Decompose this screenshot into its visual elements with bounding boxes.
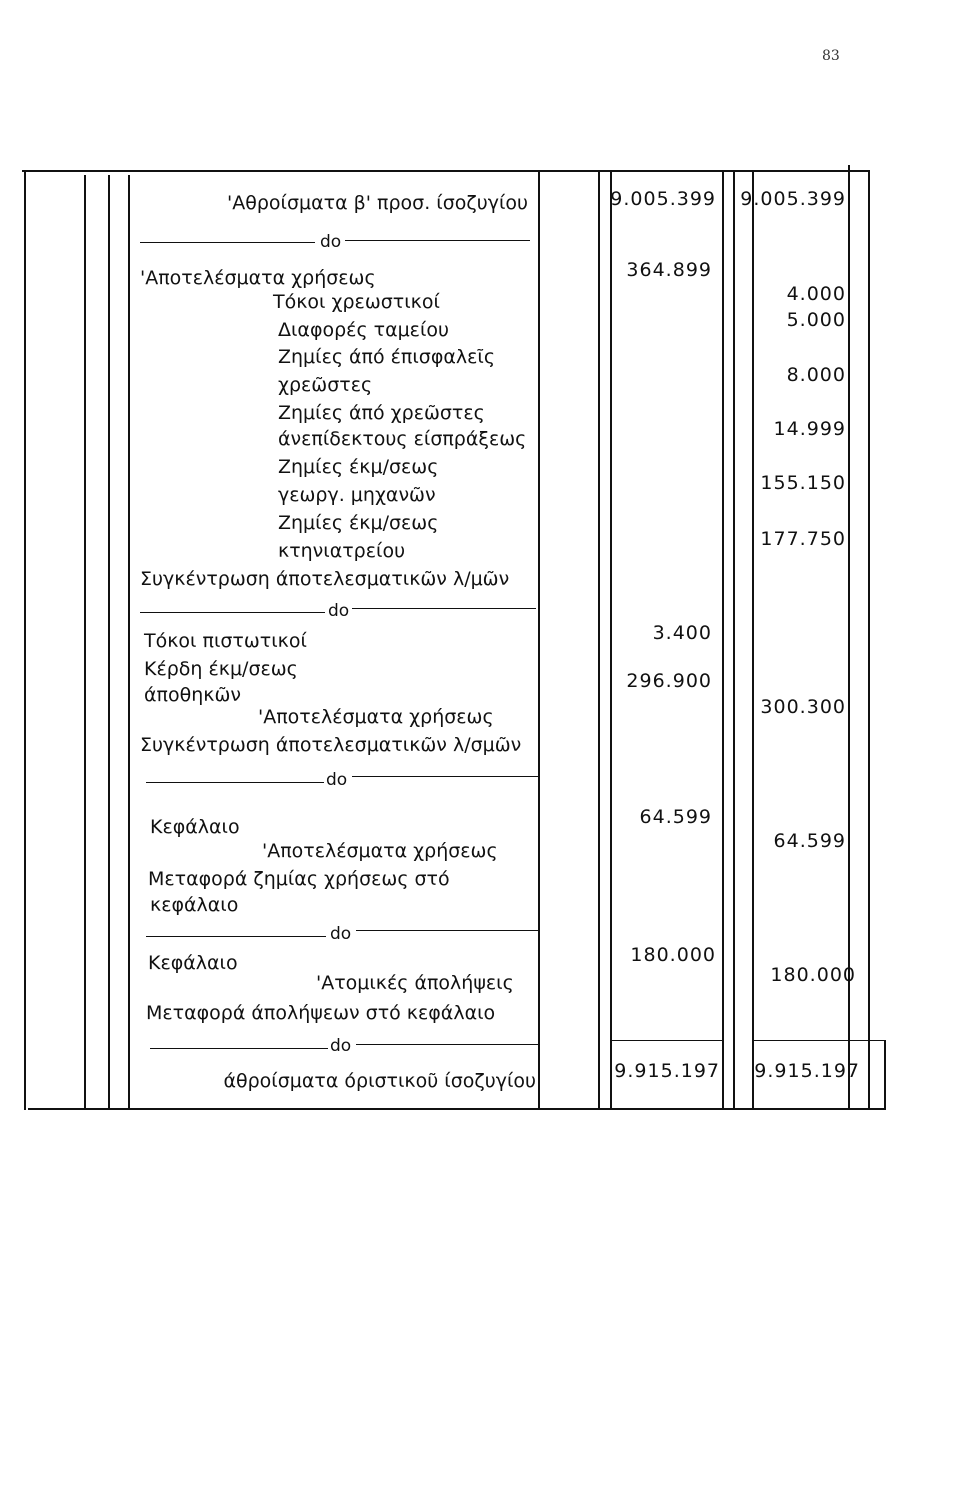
do-rule-left-5 [150, 1048, 328, 1049]
do-separator-3: do [326, 770, 348, 790]
do-rule-right-2 [352, 608, 536, 609]
final-totals-label: άθροίσματα όριστικοῦ ίσοζυγίου [223, 1070, 536, 1092]
entry1-credit-1-amount: 4.000 [786, 283, 846, 305]
entry1-narration: Συγκέντρωση άποτελεσματικῶν λ/μῶν [140, 568, 510, 590]
margin-col-3 [108, 175, 110, 1110]
opening-debit-total: 9.005.399 [610, 188, 716, 210]
entry3-credit-amount: 64.599 [773, 830, 846, 852]
opening-credit-total: 9.005.399 [740, 188, 846, 210]
entry1-credit-6-label-2: κτηνιατρείου [278, 540, 406, 562]
entry4-narration: Μεταφορά άπολήψεων στό κεφάλαιο [146, 1002, 496, 1024]
opening-totals-label: 'Αθροίσματα β' προσ. ίσοζυγίου [227, 192, 528, 214]
entry2-narration: Συγκέντρωση άποτελεσματικῶν λ/σμῶν [140, 734, 522, 756]
entry1-credit-2-label: Διαφορές ταμείου [278, 319, 449, 341]
final-debit-total: 9.915.197 [614, 1060, 720, 1082]
entry1-credit-5-label-2: γεωργ. μηχανῶν [278, 484, 436, 506]
spacer-col-left [733, 172, 735, 1108]
entry1-credit-3-label: Ζημίες άπό έπισφαλεῖς [278, 346, 495, 368]
entry1-credit-4-amount: 14.999 [773, 418, 846, 440]
margin-col-4 [128, 175, 130, 1110]
entry3-narration-2: κεφάλαιο [150, 894, 239, 916]
do-rule-right-5 [356, 1044, 540, 1045]
entry2-debit-1-amount: 3.400 [652, 622, 712, 644]
entry1-credit-5-amount: 155.150 [760, 472, 846, 494]
entry1-credit-6-label: Ζημίες έκμ/σεως [278, 512, 439, 534]
page-number: 83 [822, 48, 840, 64]
entry1-credit-1-label: Τόκοι χρεωστικοί [273, 291, 440, 313]
final-credit-total: 9.915.197 [754, 1060, 860, 1082]
folio-col-edge [598, 172, 600, 1108]
entry2-credit-account: 'Αποτελέσματα χρήσεως [258, 706, 494, 728]
do-rule-left-3 [146, 782, 324, 783]
do-rule-right-3 [352, 776, 538, 777]
margin-col-1 [24, 170, 26, 1110]
do-rule-right-1 [345, 240, 530, 241]
table-bottom-rule [28, 1108, 886, 1110]
do-separator-2: do [328, 601, 350, 621]
entry4-credit-account: 'Ατομικές άπολήψεις [316, 972, 514, 994]
entry2-debit-1-label: Τόκοι πιστωτικοί [144, 630, 307, 652]
entry3-credit-account: 'Αποτελέσματα χρήσεως [262, 840, 498, 862]
do-rule-left-4 [146, 936, 326, 937]
entry4-debit-account: Κεφάλαιο [148, 952, 238, 974]
entry1-credit-3-label-2: χρεῶστες [278, 374, 373, 396]
entry1-credit-4-label: Ζημίες άπό χρεῶστες [278, 402, 485, 424]
entry1-debit-account: 'Αποτελέσματα χρήσεως [140, 267, 376, 289]
debit-col-left [610, 172, 612, 1108]
entry1-credit-2-amount: 5.000 [786, 309, 846, 331]
do-rule-left-1 [140, 242, 315, 243]
entry3-narration: Μεταφορά ζημίας χρήσεως στό [148, 868, 450, 890]
entry1-credit-5-label: Ζημίες έκμ/σεως [278, 456, 439, 478]
do-rule-left-2 [140, 612, 325, 613]
entry3-debit-amount: 64.599 [639, 806, 712, 828]
do-separator-4: do [330, 924, 352, 944]
debit-col-edge [722, 172, 724, 1108]
do-rule-right-4 [356, 930, 540, 931]
entry4-debit-amount: 180.000 [630, 944, 716, 966]
entry2-credit-amount: 300.300 [760, 696, 846, 718]
entry1-credit-3-amount: 8.000 [786, 364, 846, 386]
description-col-edge [538, 172, 540, 1108]
entry4-credit-amount: 180.000 [770, 964, 856, 986]
entry1-debit-amount: 364.899 [626, 259, 712, 281]
credit-sum-rule [752, 1040, 884, 1041]
entry2-debit-2-label: Κέρδη έκμ/σεως [144, 658, 298, 680]
entry1-credit-6-amount: 177.750 [760, 528, 846, 550]
entry2-debit-2-amount: 296.900 [626, 670, 712, 692]
entry1-credit-4-label-2: άνεπίδεκτους είσπράξεως [278, 428, 527, 450]
outer-right-1 [868, 172, 870, 1108]
do-separator-5: do [330, 1036, 352, 1056]
margin-col-2 [84, 175, 86, 1110]
entry2-debit-2-label-2: άποθηκῶν [144, 684, 241, 706]
outer-right-2 [884, 1040, 886, 1110]
table-top-rule [22, 170, 870, 172]
spacer-col-right [752, 172, 754, 1108]
entry3-debit-account: Κεφάλαιο [150, 816, 240, 838]
do-separator-1: do [320, 232, 342, 252]
debit-sum-rule [610, 1040, 722, 1041]
